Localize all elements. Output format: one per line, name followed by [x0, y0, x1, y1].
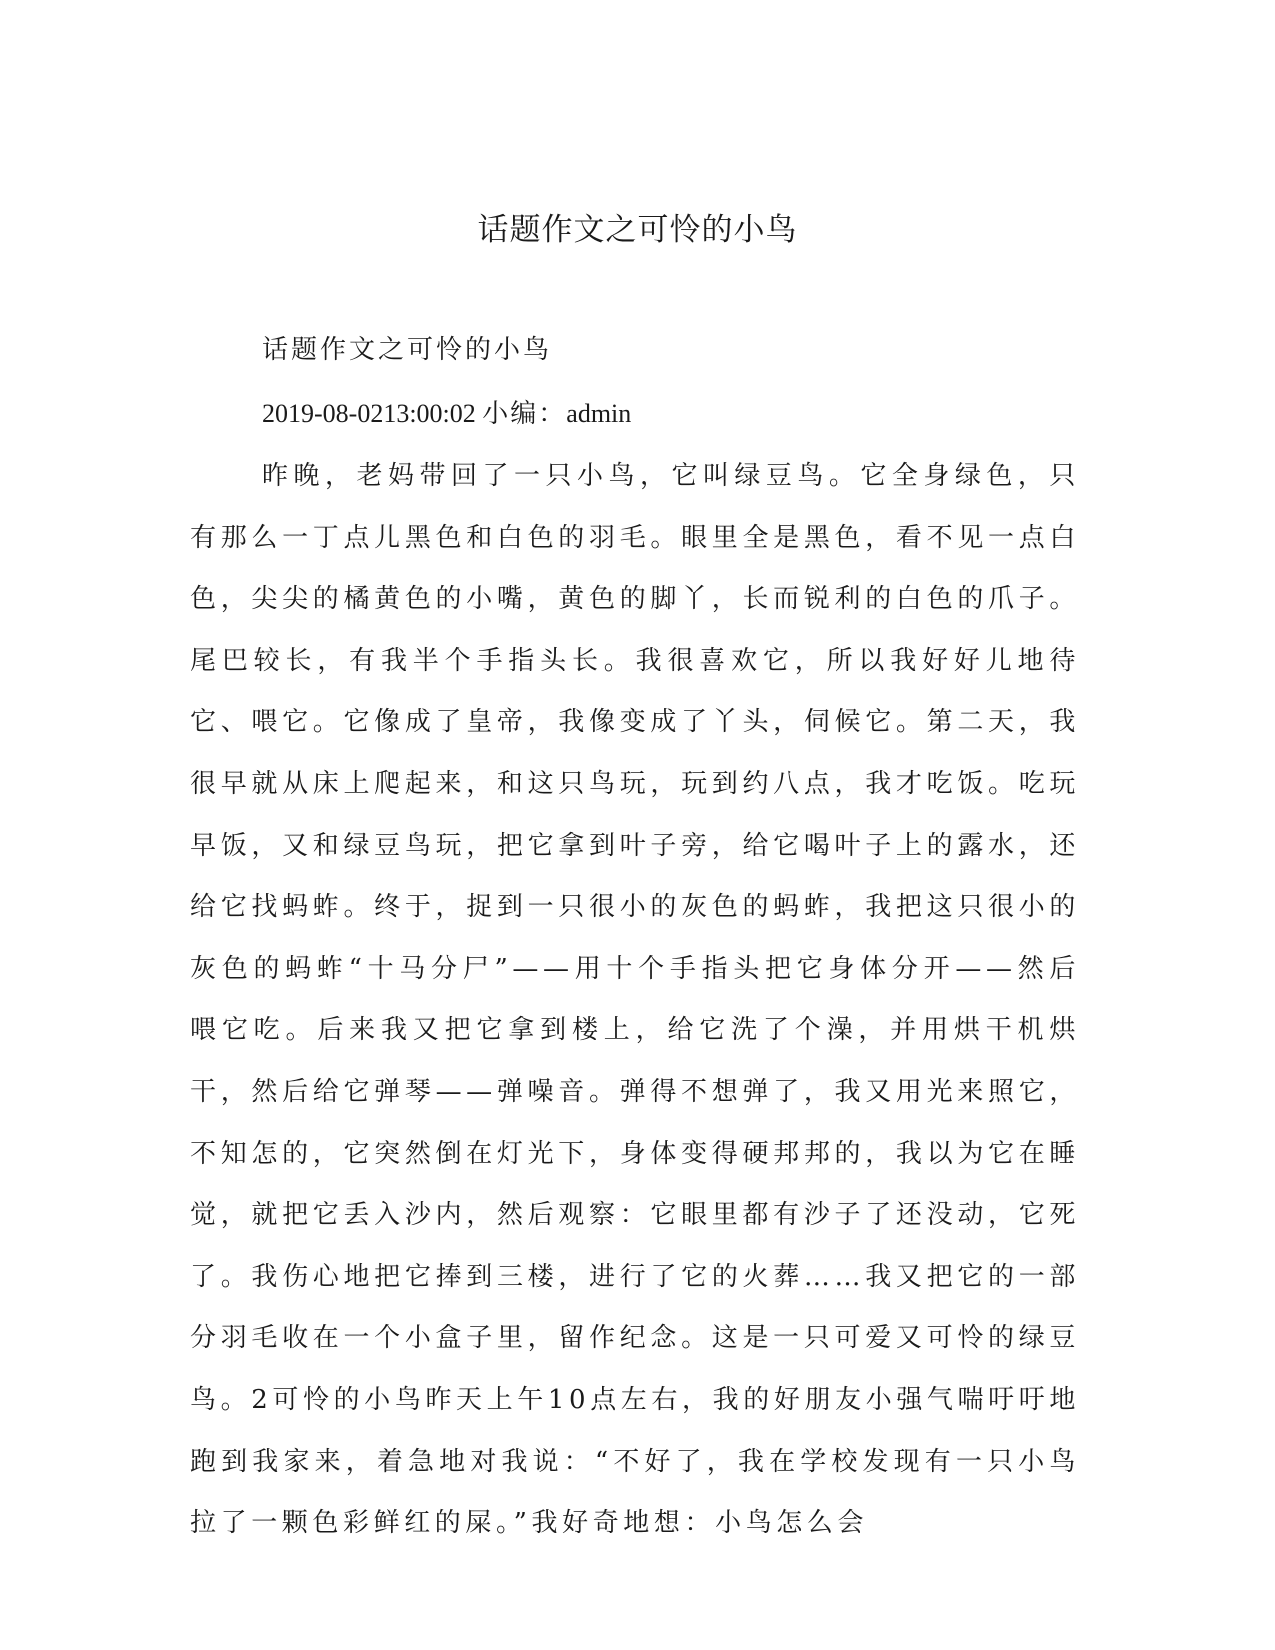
publish-datetime: 2019-08-0213:00:02 [262, 399, 476, 428]
editor-name: admin [566, 399, 632, 428]
document-body: 昨晚，老妈带回了一只小鸟，它叫绿豆鸟。它全身绿色，只有那么一丁点儿黑色和白色的羽毛。眼里全是黑色，看不见一点白色，尖尖的橘黄色的小嘴，黄色的脚丫，长而锐利的白色的爪子。尾巴较长，有我半个手指头长。我很喜欢它，所以我好好儿地待它、喂它。它像成了皇帝，我像变成了丫头，伺候它。第二天，我很早就从床上爬起来，和这只鸟玩，玩到约八点，我才吃饭。吃玩早饭，又和绿豆鸟玩，把它拿到叶子旁，给它喝叶子上的露水，还给它找蚂蚱。终于，捉到一只很小的灰色的蚂蚱，我把这只很小的灰色的蚂蚱“十马分尸”——用十个手指头把它身体分开——然后喂它吃。后来我又把它拿到楼上，给它洗了个澡，并用烘干机烘干，然后给它弹琴——弹噪音。弹得不想弹了，我又用光来照它，不知怎的，它突然倒在灯光下，身体变得硬邦邦的，我以为它在睡觉，就把它丢入沙内，然后观察：它眼里都有沙子了还没动，它死了。我伤心地把它捧到三楼，进行了它的火葬……我又把它的一部分羽毛收在一个小盒子里，留作纪念。这是一只可爱又可怜的绿豆鸟。2可怜的小鸟昨天上午10点左右，我的好朋友小强气喘吁吁地跑到我家来，着急地对我说：“不好了，我在学校发现有一只小鸟拉了一颗色彩鲜红的屎。”我好奇地想：小鸟怎么会 [190, 461, 1080, 1539]
document-meta [262, 394, 631, 434]
editor-label: 小编： [482, 399, 567, 429]
document-title: 话题作文之可怜的小鸟 [477, 212, 798, 248]
document-subtitle: 话题作文之可怜的小鸟 [262, 335, 553, 365]
